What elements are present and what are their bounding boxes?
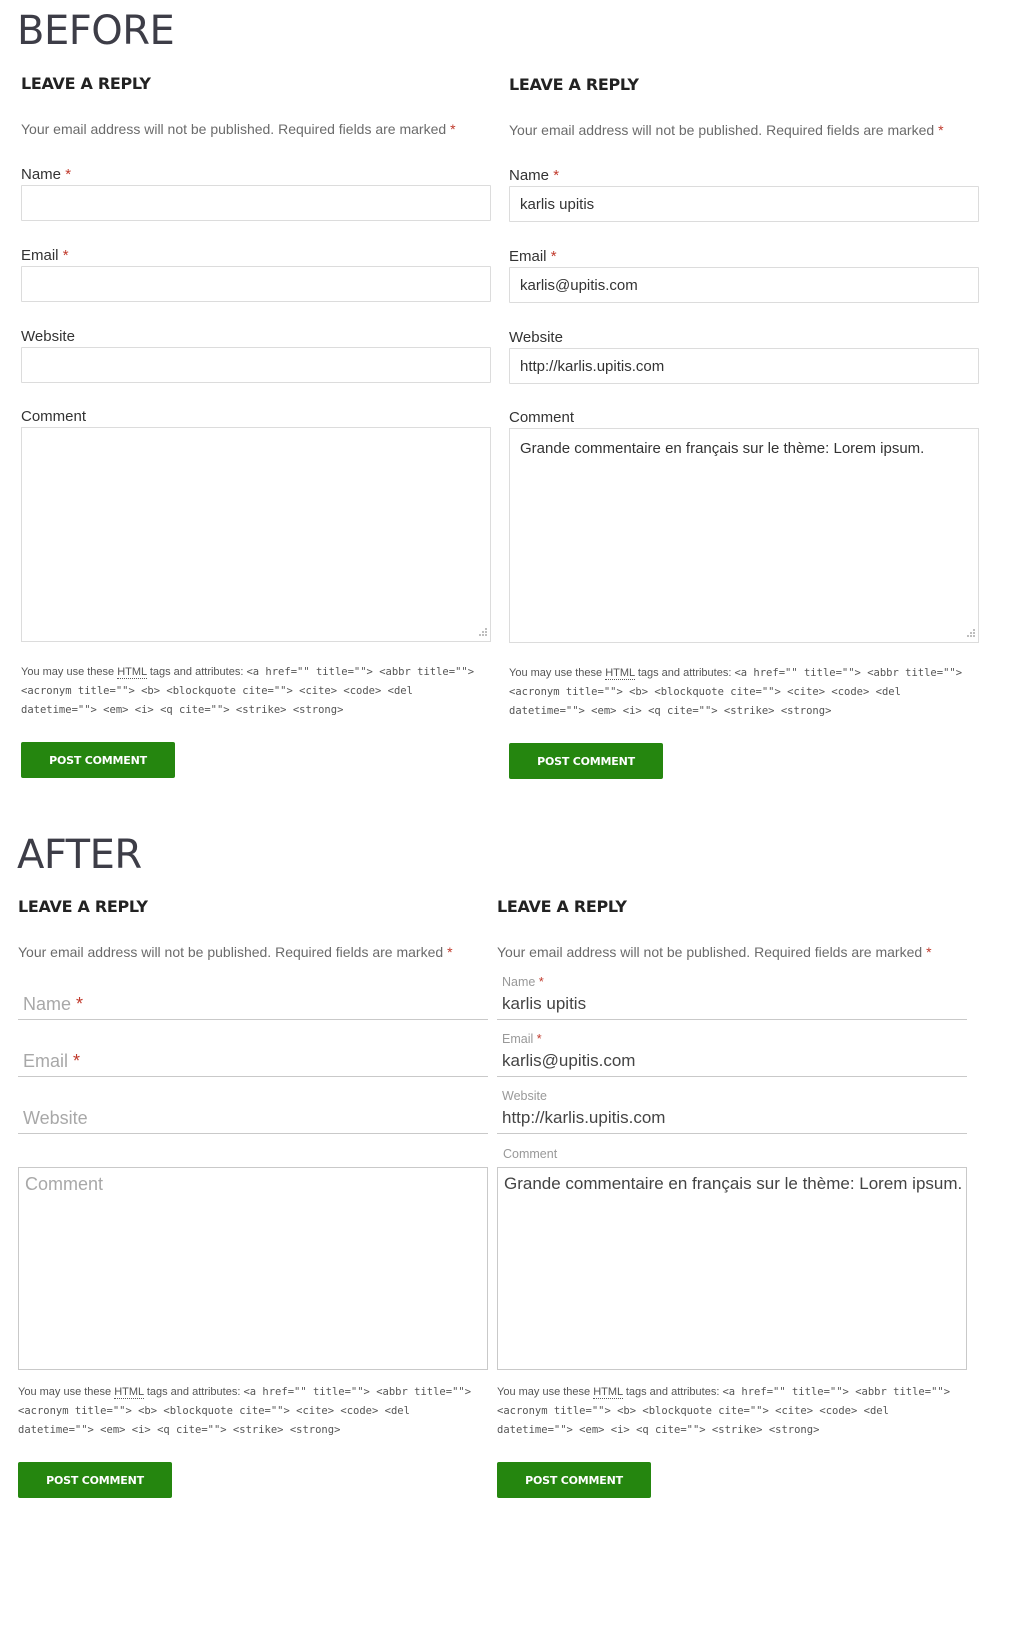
- required-mark: *: [76, 994, 84, 1014]
- website-floating-label: Website: [502, 1089, 547, 1103]
- website-label: Website: [509, 329, 563, 346]
- required-mark: *: [447, 944, 453, 960]
- comment-floating-label: Comment: [503, 1147, 558, 1161]
- required-mark: *: [553, 167, 560, 184]
- required-mark: *: [73, 1051, 81, 1071]
- email-placeholder: [23, 1051, 80, 1072]
- after-heading: AFTER: [17, 832, 142, 878]
- post-comment-button[interactable]: POST COMMENT: [509, 743, 663, 779]
- email-floating-label: [502, 1032, 542, 1046]
- resize-grip-icon[interactable]: [476, 627, 488, 639]
- comment-notes: [497, 944, 932, 960]
- reply-title: LEAVE A REPLY: [21, 74, 151, 93]
- html-abbr: HTML: [117, 666, 147, 678]
- reply-title: LEAVE A REPLY: [509, 75, 639, 94]
- required-mark: *: [450, 121, 456, 137]
- notes-text: Your email address will not be published. Required fields are marked: [21, 121, 447, 137]
- comment-placeholder: Comment: [25, 1174, 104, 1194]
- allowed-middle: tags and attributes:: [637, 667, 732, 679]
- reply-title: LEAVE A REPLY: [497, 897, 627, 916]
- name-floating-label: [502, 975, 544, 989]
- email-field[interactable]: [497, 1032, 967, 1077]
- post-comment-button[interactable]: POST COMMENT: [21, 742, 175, 778]
- before-empty-form: [21, 74, 491, 784]
- email-placeholder-text: Email: [23, 1051, 69, 1071]
- allowed-prefix: You may use these: [18, 1386, 112, 1398]
- comment-textarea[interactable]: [21, 427, 491, 642]
- email-field[interactable]: [18, 1034, 488, 1077]
- email-label-text: Email: [502, 1032, 534, 1046]
- required-mark: *: [538, 975, 544, 989]
- html-abbr: HTML: [114, 1386, 144, 1398]
- comment-label: Comment: [509, 409, 575, 426]
- website-field[interactable]: [18, 1091, 488, 1134]
- required-mark: *: [65, 166, 72, 183]
- email-label: [509, 248, 557, 265]
- website-input[interactable]: [21, 347, 491, 383]
- email-label: [21, 247, 69, 264]
- after-filled-form: [497, 897, 967, 1557]
- allowed-prefix: You may use these: [497, 1386, 591, 1398]
- allowed-tags-code: <a href="" title=""> <abbr title=""> <acronym title=""> <b> <blockquote cite=""> <cite> <code> <del datetime=""> <em> <i> <q cite=""> <strike> <strong>: [18, 1386, 472, 1436]
- comment-notes: [21, 121, 456, 137]
- allowed-middle: tags and attributes:: [146, 1386, 241, 1398]
- website-input[interactable]: [509, 348, 979, 384]
- allowed-prefix: You may use these: [509, 667, 603, 679]
- name-label: [21, 166, 71, 183]
- allowed-tags-note: [509, 664, 979, 721]
- allowed-tags-note: [21, 663, 491, 720]
- comment-textarea[interactable]: [18, 1167, 488, 1370]
- allowed-prefix: You may use these: [21, 666, 115, 678]
- website-placeholder: Website: [23, 1108, 88, 1128]
- allowed-tags-code: <a href="" title=""> <abbr title=""> <acronym title=""> <b> <blockquote cite=""> <cite> <code> <del datetime=""> <em> <i> <q cite=""> <strike> <strong>: [21, 666, 475, 716]
- website-field[interactable]: [497, 1089, 967, 1134]
- notes-text: Your email address will not be published. Required fields are marked: [509, 122, 935, 138]
- email-label-text: Email: [21, 247, 59, 264]
- name-label: [509, 167, 559, 184]
- allowed-middle: tags and attributes:: [149, 666, 244, 678]
- name-label-text: Name: [509, 167, 550, 184]
- name-placeholder-text: Name: [23, 994, 72, 1014]
- email-label-text: Email: [509, 248, 547, 265]
- comment-notes: [18, 944, 453, 960]
- email-input[interactable]: [21, 266, 491, 302]
- name-input[interactable]: [21, 185, 491, 221]
- required-mark: *: [938, 122, 944, 138]
- email-input[interactable]: [509, 267, 979, 303]
- allowed-middle: tags and attributes:: [625, 1386, 720, 1398]
- required-mark: *: [926, 944, 932, 960]
- html-abbr: HTML: [593, 1386, 623, 1398]
- allowed-tags-note: [18, 1383, 488, 1440]
- website-value: http://karlis.upitis.com: [502, 1108, 666, 1127]
- name-placeholder: [23, 994, 83, 1015]
- comment-notes: [509, 122, 944, 138]
- allowed-tags-note: [497, 1383, 967, 1440]
- before-filled-form: [509, 75, 979, 785]
- allowed-tags-code: <a href="" title=""> <abbr title=""> <acronym title=""> <b> <blockquote cite=""> <cite> <code> <del datetime=""> <em> <i> <q cite=""> <strike> <strong>: [497, 1386, 951, 1436]
- required-mark: *: [536, 1032, 542, 1046]
- post-comment-button[interactable]: POST COMMENT: [18, 1462, 172, 1498]
- notes-text: Your email address will not be published. Required fields are marked: [18, 944, 444, 960]
- comment-value: Grande commentaire en français sur le thème: Lorem ipsum.: [504, 1174, 963, 1193]
- name-label-text: Name: [502, 975, 536, 989]
- notes-text: Your email address will not be published. Required fields are marked: [497, 944, 923, 960]
- comment-textarea[interactable]: [497, 1167, 967, 1370]
- allowed-tags-code: <a href="" title=""> <abbr title=""> <acronym title=""> <b> <blockquote cite=""> <cite> <code> <del datetime=""> <em> <i> <q cite=""> <strike> <strong>: [509, 667, 963, 717]
- resize-grip-icon[interactable]: [964, 628, 976, 640]
- required-mark: *: [550, 248, 557, 265]
- after-empty-form: [18, 897, 488, 1557]
- before-heading: BEFORE: [17, 8, 175, 54]
- post-comment-button[interactable]: POST COMMENT: [497, 1462, 651, 1498]
- name-field[interactable]: [497, 975, 967, 1020]
- required-mark: *: [62, 247, 69, 264]
- html-abbr: HTML: [605, 667, 635, 679]
- name-label-text: Name: [21, 166, 62, 183]
- comment-label: Comment: [21, 408, 87, 425]
- name-value: karlis upitis: [502, 994, 587, 1013]
- comment-textarea[interactable]: [509, 428, 979, 643]
- name-input[interactable]: [509, 186, 979, 222]
- reply-title: LEAVE A REPLY: [18, 897, 148, 916]
- name-field[interactable]: [18, 977, 488, 1020]
- email-value: karlis@upitis.com: [502, 1051, 636, 1070]
- website-label: Website: [21, 328, 75, 345]
